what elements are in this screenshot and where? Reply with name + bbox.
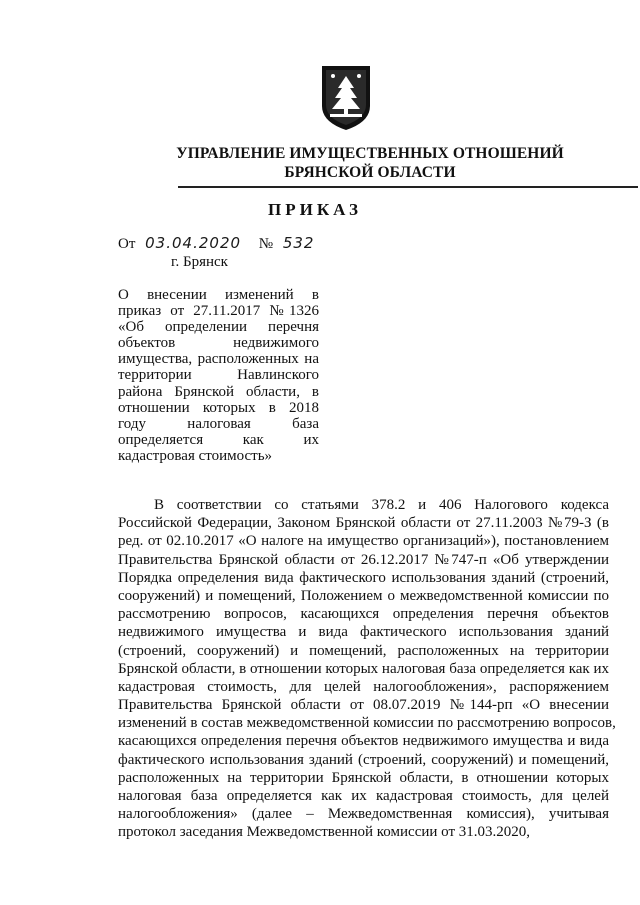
subject-line: «Об определении перечня [118, 319, 319, 336]
body-line: Брянской области, в отношении которых налоговая база определяется как их [118, 660, 609, 677]
handwritten-date: 03.04.2020 [145, 234, 242, 252]
body-line: недвижимого имущества и вида фактического использования зданий [118, 624, 609, 641]
organization-name-line1: УПРАВЛЕНИЕ ИМУЩЕСТВЕННЫХ ОТНОШЕНИЙ [176, 145, 564, 162]
document-title: ПРИКАЗ [268, 200, 362, 219]
body-line: рассмотрению вопросов, касающихся определения перечня объектов [118, 606, 609, 623]
order-body-text [118, 496, 616, 842]
body-line: В соответствии со статьями 378.2 и 406 Налогового кодекса [154, 497, 609, 513]
body-line: протокол заседания Межведомственной комиссии от 31.03.2020, [118, 824, 531, 841]
body-line: кадастровая стоимость, для целей налогообложения», распоряжением [118, 678, 609, 695]
body-line: Российской Федерации, Законом Брянской области от 27.11.2003 №79-З (в [118, 515, 609, 532]
coat-of-arms-icon [320, 62, 372, 132]
subject-line: кадастровая стоимость» [118, 447, 273, 464]
header-divider [178, 186, 638, 188]
city-name: г. Брянск [171, 254, 228, 270]
subject-line: района Брянской области, в [118, 383, 319, 400]
body-line: налогообложения» (далее – Межведомственная комиссия), учитывая [118, 806, 609, 823]
subject-line: объектов недвижимого [118, 335, 319, 352]
body-line: касающихся определения перечня объектов недвижимого имущества и вида [118, 733, 609, 750]
body-line: (строений, сооружений) и помещений, расположенных на территории [118, 642, 609, 659]
body-line: ред. от 02.10.2017 «О налоге на имущество организаций»), постановлением [118, 533, 609, 550]
subject-line: имущества, расположенных на [118, 351, 319, 368]
subject-line: отношении которых в 2018 [118, 399, 319, 416]
body-line: изменений в состав межведомственной комиссии по рассмотрению вопросов, [118, 715, 616, 732]
date-number-line [118, 234, 314, 253]
body-line: расположенных на территории Брянской области, в отношении которых [118, 769, 609, 786]
organization-name-line2: БРЯНСКОЙ ОБЛАСТИ [284, 164, 456, 181]
body-line: Правительства Брянской области от 26.12.2017 №747-п «Об утверждении [118, 551, 609, 568]
handwritten-number: 532 [282, 234, 315, 252]
body-line: сооружений) и помещений, Положением о межведомственной комиссии по [118, 587, 609, 604]
order-subject [118, 287, 319, 464]
number-label: № [258, 236, 274, 252]
body-line: налоговая база определяется как их кадастровая стоимость, для целей [118, 788, 609, 804]
date-prefix: От [118, 236, 136, 252]
subject-line: О внесении изменений в [118, 287, 319, 303]
body-line: Правительства Брянской области от 08.07.2019 №144-рп «О внесении [118, 697, 609, 714]
subject-line: приказ от 27.11.2017 №1326 [118, 303, 319, 320]
subject-line: году налоговая база [118, 415, 319, 432]
body-line: Порядка определения вида фактического использования зданий (строений, [118, 569, 609, 586]
subject-line: определяется как их [118, 431, 319, 448]
subject-line: территории Навлинского [118, 367, 319, 384]
body-line: фактического использования зданий (строений, сооружений) и помещений, [118, 751, 609, 768]
